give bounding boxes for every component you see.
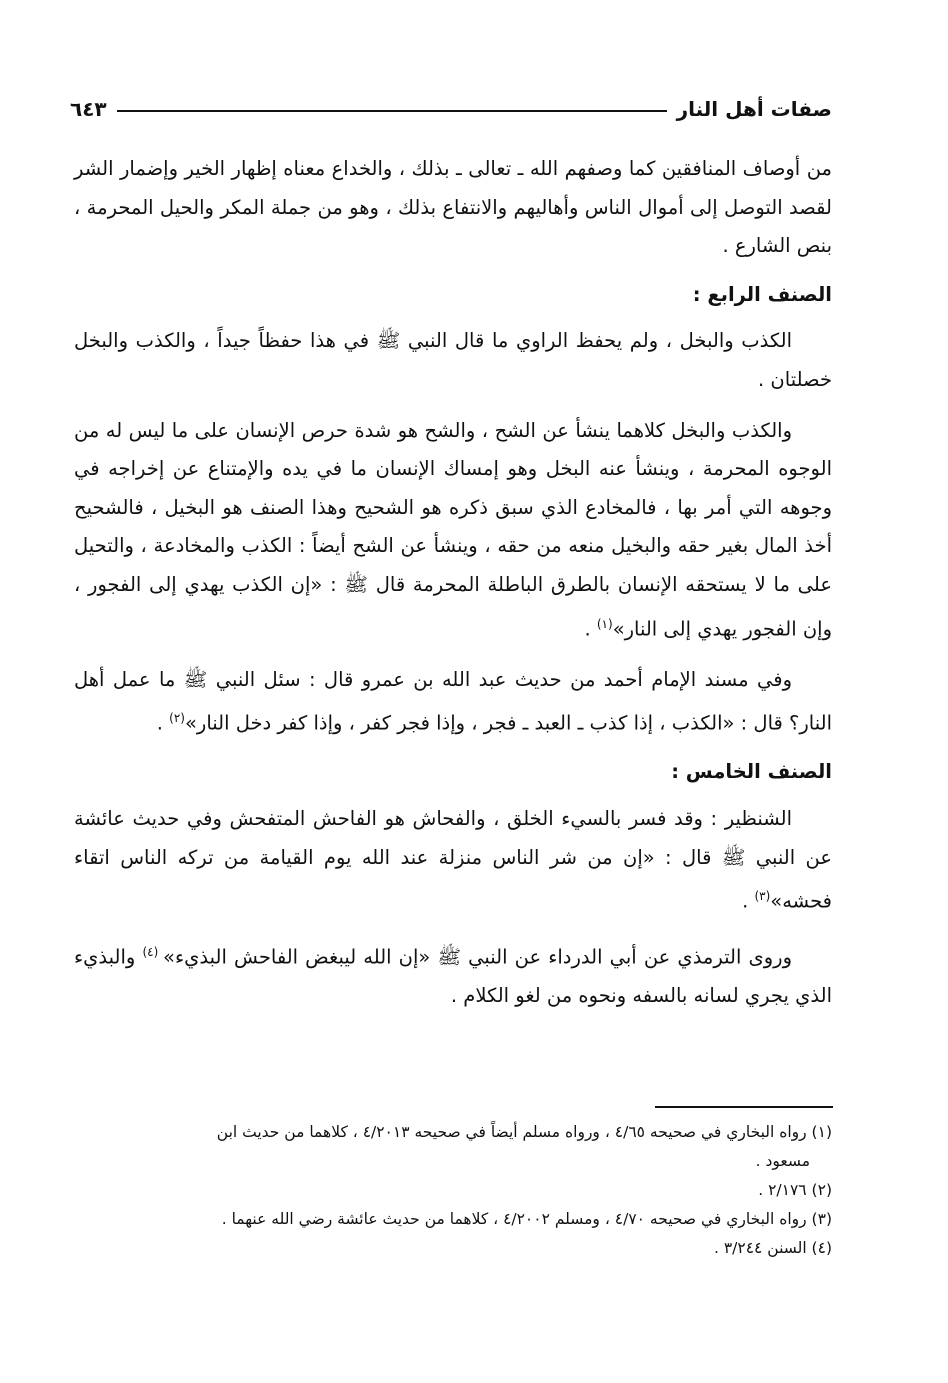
- section-heading-fifth: الصنف الخامس :: [671, 760, 832, 784]
- footnote-separator: [655, 1106, 833, 1108]
- footnote-1-continued: مسعود .: [755, 1152, 810, 1170]
- paragraph: الكذب والبخل ، ولم يحفظ الراوي ما قال النبي ﷺ في هذا حفظاً جيداً ، والكذب والبخل خصلتان .: [74, 329, 832, 391]
- header-rule: [117, 110, 667, 112]
- paragraph: وفي مسند الإمام أحمد من حديث عبد الله بن عمرو قال : سئل النبي ﷺ ما عمل أهل النار؟ قال : «الكذب ، إذا كذب ـ العبد ـ فجر ، وإذا فجر كفر ، وإذا كفر دخل النار»$^{(٢)}$ .: [74, 667, 832, 735]
- page-header: [70, 92, 832, 126]
- paragraph: وروى الترمذي عن أبي الدرداء عن النبي ﷺ «إن الله ليبغض الفاحش البذيء» $^{(٤)}$ والبذيء الذي يجري لسانه بالسفه ونحوه من لغو الكلام .: [74, 945, 832, 1008]
- footnote-4: (٤) السنن ٣/٢٤٤ .: [713, 1239, 832, 1257]
- body-text: [74, 150, 832, 1016]
- paragraph-text: والكذب والبخل كلاهما ينشأ عن الشح ، والشح هو شدة حرص الإنسان على ما ليس له من الوجوه المحرمة ، وينشأ عنه البخل وهو إمساك الإنسان ما في يده والإمتناع عن إخراجه في وجوهه التي أمر بها ، فالمخادع الذي سبق ذكره هو الشحيح وهذا الصنف هو البخيل ، فالشحيح أخذ المال بغير حقه والبخيل منعه من حقه ، وينشأ عن الشح أيضاً : الكذب والمخادعة ، والتحيل على ما لا يستحقه الإنسان بالطرق الباطلة المحرمة قال ﷺ : «إن الكذب يهدي إلى الفجور ، وإن الفجور يهدي إلى النار»: [74, 418, 832, 641]
- footnote-2: (٢) ٢/١٧٦ .: [758, 1181, 832, 1199]
- paragraph: والكذب والبخل كلاهما ينشأ عن الشح ، والشح هو شدة حرص الإنسان على ما ليس له من الوجوه المحرمة ، وينشأ عنه البخل وهو إمساك الإنسان ما في يده والإمتناع عن إخراجه في وجوهه التي أمر بها ، فالمخادع الذي سبق ذكره هو الشحيح وهذا الصنف هو البخيل ، فالشحيح أخذ المال بغير حقه والبخيل منعه من حقه ، وينشأ عن الشح أيضاً : الكذب والمخادعة ، والتحيل على ما لا يستحقه الإنسان بالطرق الباطلة المحرمة قال ﷺ : «إن الكذب يهدي إلى الفجور ، وإن الفجور يهدي إلى النار»$^{(١)}$ .: [74, 418, 832, 641]
- footnote-marker: (١): [596, 616, 613, 631]
- paragraph: من أوصاف المنافقين كما وصفهم الله ـ تعالى ـ بذلك ، والخداع معناه إظهار الخير وإضمار الشر لقصد التوصل إلى أموال الناس وأهاليهم والانتفاع بذلك ، وهو من جملة المكر والحيل المحرمة ، بنص الشارع .: [74, 157, 832, 258]
- page-number: ٦٤٣: [70, 97, 107, 121]
- footnote-3: (٣) رواه البخاري في صحيحه ٤/٧٠ ، ومسلم ٤/٢٠٠٢ ، كلاهما من حديث عائشة رضي الله عنهما .: [221, 1210, 832, 1228]
- paragraph-text: الشنظير : وقد فسر بالسيء الخلق ، والفحاش هو الفاحش المتفحش وفي حديث عائشة عن النبي ﷺ قال : «إن من شر الناس منزلة عند الله يوم القيامة من تركه الناس اتقاء فحشه»: [74, 806, 832, 913]
- paragraph-text: وفي مسند الإمام أحمد من حديث عبد الله بن عمرو قال : سئل النبي ﷺ ما عمل أهل النار؟ قال : «الكذب ، إذا كذب ـ العبد ـ فجر ، وإذا فجر كفر ، وإذا كفر دخل النار»: [74, 667, 832, 735]
- footnotes: [74, 1118, 832, 1263]
- paragraph: الشنظير : وقد فسر بالسيء الخلق ، والفحاش هو الفاحش المتفحش وفي حديث عائشة عن النبي ﷺ قال : «إن من شر الناس منزلة عند الله يوم القيامة من تركه الناس اتقاء فحشه»$^{(٣)}$ .: [74, 806, 832, 913]
- section-heading-fourth: الصنف الرابع :: [692, 282, 832, 306]
- footnote-1: (١) رواه البخاري في صحيحه ٤/٦٥ ، ورواه مسلم أيضاً في صحيحه ٤/٢٠١٣ ، كلاهما من حديث ابن: [216, 1123, 832, 1141]
- running-title: صفات أهل النار: [676, 97, 832, 121]
- footnote-marker: (٢): [169, 711, 185, 726]
- paragraph-text: وروى الترمذي عن أبي الدرداء عن النبي ﷺ «إن الله ليبغض الفاحش البذيء»: [163, 945, 793, 969]
- footnote-marker: (٤): [142, 945, 164, 960]
- footnote-marker: (٣): [754, 889, 771, 904]
